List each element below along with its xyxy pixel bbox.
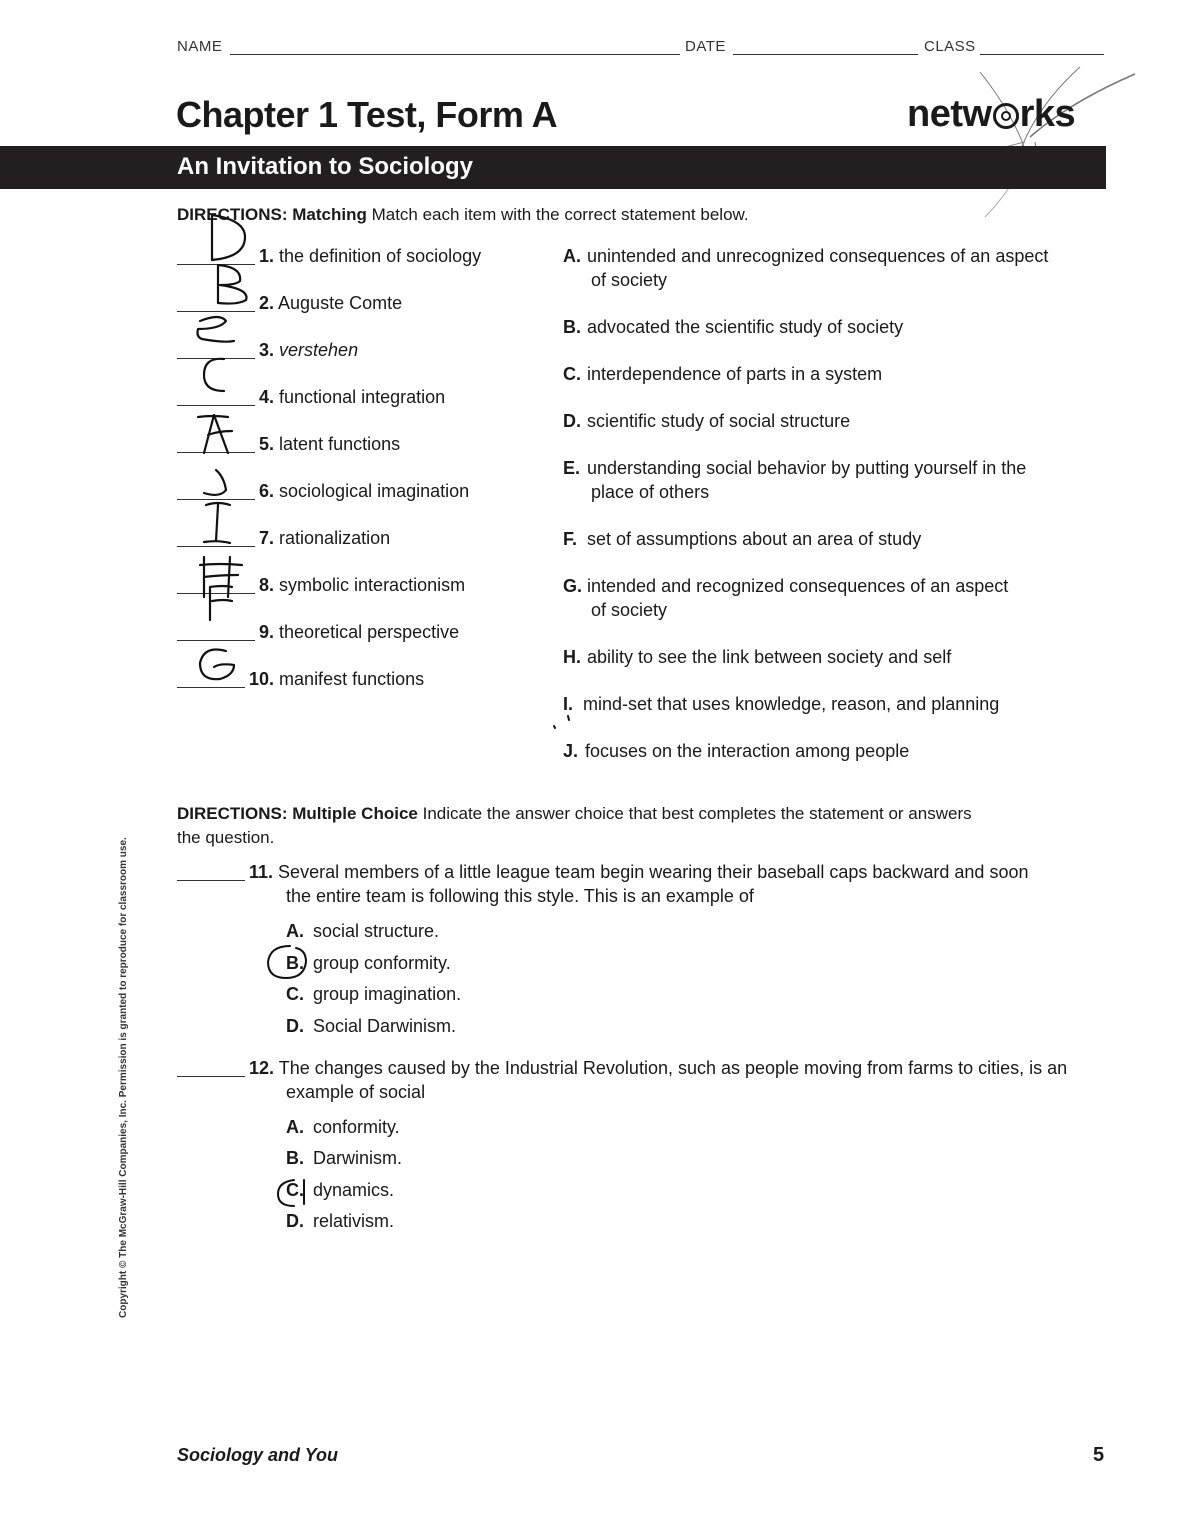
footer-book-title: Sociology and You [177, 1445, 339, 1465]
option-letter: A. [286, 1117, 304, 1137]
section-band [0, 146, 1106, 189]
statement-e [563, 456, 1026, 504]
statement-text: unintended and unrecognized consequences of an aspect [587, 246, 1049, 266]
item-number: 6. [259, 481, 275, 501]
statement-text: understanding social behavior by putting yourself in the [587, 458, 1027, 478]
statement-text: interdependence of parts in a system [587, 364, 883, 384]
item-number: 8. [259, 575, 275, 595]
option-letter: C. [286, 1180, 304, 1200]
item-text: symbolic interactionism [279, 575, 466, 595]
answer-blank[interactable] [177, 1060, 245, 1077]
option-c[interactable] [286, 982, 461, 1006]
directions-text: Match each item with the correct statement below. [371, 205, 749, 224]
question-number: 12. [249, 1058, 275, 1078]
statement-text: intended and recognized consequences of an aspect [587, 576, 1009, 596]
statement-d [563, 409, 850, 433]
name-field[interactable] [230, 38, 680, 55]
date-label: DATE [685, 38, 726, 55]
statement-text: scientific study of social structure [587, 411, 851, 431]
item-text: Auguste Comte [278, 293, 403, 313]
item-number: 10. [249, 669, 275, 689]
statement-text: mind-set that uses knowledge, reason, and planning [583, 694, 1000, 714]
option-letter: D. [286, 1016, 304, 1036]
handwriting-strokes [190, 205, 270, 695]
statement-b [563, 315, 903, 339]
option-text: social structure. [313, 921, 440, 941]
statement-letter: A. [563, 246, 581, 266]
question-number: 11. [249, 862, 274, 882]
option-b[interactable] [286, 1146, 402, 1170]
option-text: dynamics. [313, 1180, 395, 1200]
item-number: 7. [259, 528, 275, 548]
option-letter: B. [286, 953, 304, 973]
class-label: CLASS [924, 38, 976, 55]
item-text: verstehen [279, 340, 359, 360]
option-text: Darwinism. [313, 1148, 403, 1168]
class-field[interactable] [980, 38, 1104, 55]
answer-blank[interactable] [177, 864, 245, 881]
option-letter: D. [286, 1211, 304, 1231]
option-text: group imagination. [313, 984, 462, 1004]
statement-text: set of assumptions about an area of study [587, 529, 922, 549]
statement-letter: E. [563, 458, 581, 478]
option-text: conformity. [313, 1117, 400, 1137]
statement-letter: J. [563, 741, 579, 761]
directions-type: Matching [292, 205, 367, 224]
mc-directions-text: Indicate the answer choice that best completes the statement or answers [422, 804, 972, 823]
pen-mark [550, 712, 574, 732]
statement-h [563, 645, 951, 669]
option-d[interactable] [286, 1014, 456, 1038]
statement-text-cont: place of others [591, 482, 710, 502]
directions-label: DIRECTIONS: [177, 205, 288, 224]
item-text: functional integration [279, 387, 446, 407]
option-text: relativism. [313, 1211, 395, 1231]
item-text: the definition of sociology [279, 246, 482, 266]
item-text: theoretical perspective [279, 622, 460, 642]
networks-logo [907, 93, 1075, 136]
mc-directions-label: DIRECTIONS: [177, 804, 288, 823]
statement-letter: H. [563, 647, 581, 667]
statement-text: advocated the scientific study of society [587, 317, 904, 337]
question-text: Several members of a little league team begin wearing their baseball caps backward and soon [278, 862, 1029, 882]
statement-letter: D. [563, 411, 581, 431]
statement-text: focuses on the interaction among people [585, 741, 910, 761]
statement-letter: G. [563, 576, 583, 596]
item-number: 3. [259, 340, 275, 360]
item-number: 2. [259, 293, 275, 313]
option-text: Social Darwinism. [313, 1016, 457, 1036]
item-number: 1. [259, 246, 275, 266]
logo-o-ring-icon [993, 103, 1019, 129]
item-number: 4. [259, 387, 275, 407]
option-a[interactable] [286, 1115, 400, 1139]
statement-text-cont: of society [591, 600, 668, 620]
item-number: 9. [259, 622, 275, 642]
option-letter: C. [286, 984, 304, 1004]
logo-text-start: netw [907, 93, 992, 135]
item-number: 5. [259, 434, 275, 454]
statement-letter: C. [563, 364, 581, 384]
statement-i [563, 692, 999, 716]
mc-directions [177, 802, 1077, 850]
statement-f [563, 527, 921, 551]
statement-g [563, 574, 1008, 622]
option-letter: B. [286, 1148, 304, 1168]
statement-a [563, 244, 1048, 292]
option-text: group conformity. [313, 953, 451, 973]
handwritten-circle-b [262, 940, 312, 986]
logo-text-end: rks [1019, 93, 1076, 135]
item-text: latent functions [279, 434, 401, 454]
mc-directions-type: Multiple Choice [292, 804, 418, 823]
statement-c [563, 362, 882, 386]
statement-text: ability to see the link between society and self [587, 647, 952, 667]
option-letter: A. [286, 921, 304, 941]
statement-letter: F. [563, 529, 578, 549]
mc-directions-text-cont: the question. [177, 828, 275, 847]
item-text: manifest functions [279, 669, 425, 689]
page-number: 5 [1093, 1444, 1105, 1466]
section-title: An Invitation to Sociology [177, 153, 473, 180]
item-text: sociological imagination [279, 481, 470, 501]
date-field[interactable] [733, 38, 918, 55]
item-text: rationalization [279, 528, 391, 548]
copyright-notice: Copyright © The McGraw-Hill Companies, Inc. Permission is granted to reproduce for classroom use. [118, 837, 129, 1318]
statement-letter: I. [563, 694, 574, 714]
name-label: NAME [177, 38, 223, 55]
statement-letter: B. [563, 317, 581, 337]
page-title: Chapter 1 Test, Form A [176, 94, 558, 135]
question-text-cont: the entire team is following this style. This is an example of [286, 886, 754, 906]
question-text-cont: example of social [286, 1082, 426, 1102]
statement-text-cont: of society [591, 270, 668, 290]
question-text: The changes caused by the Industrial Revolution, such as people moving from farms to cities, is an [278, 1058, 1068, 1078]
logo-swoosh-lines [920, 62, 1140, 222]
statement-j [563, 739, 909, 763]
handwritten-circle-c [272, 1174, 316, 1214]
